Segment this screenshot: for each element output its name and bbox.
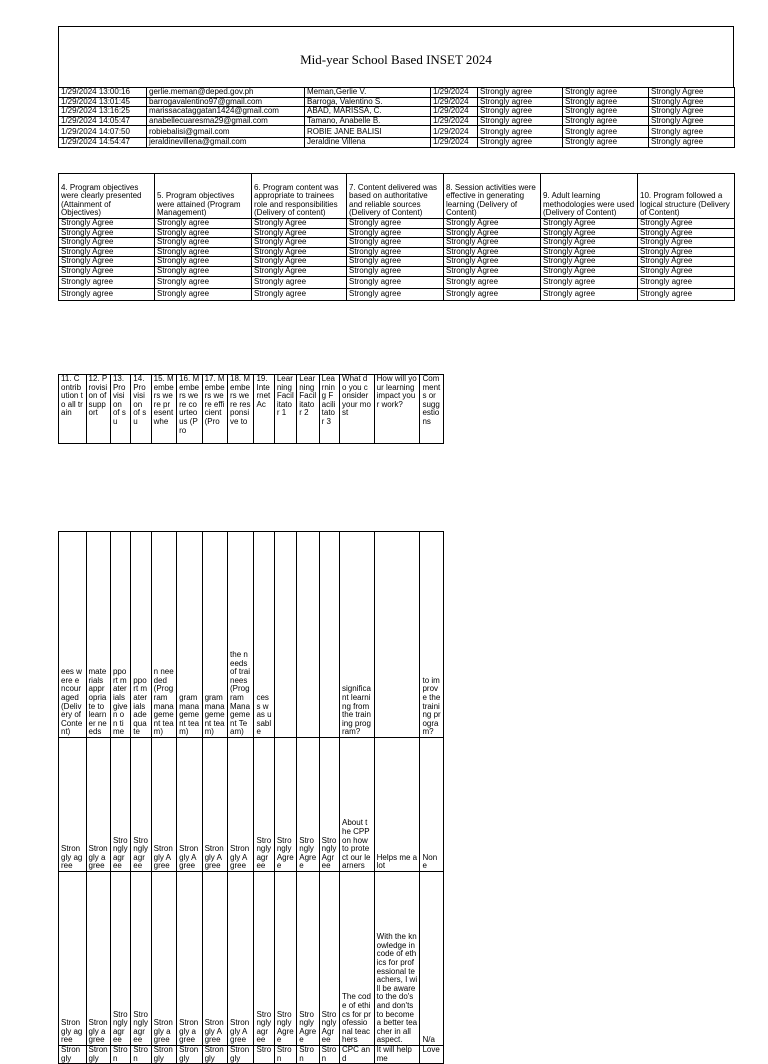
table-cell: ABAD, MARISSA, C. <box>305 107 431 117</box>
table-cell: 6. Program content was appropriate to trainees role and responsibilities (Delivery of content) <box>252 174 347 219</box>
table-cell: Strongly <box>228 1046 254 1064</box>
table-cell: What do you consider your most <box>340 375 375 444</box>
table-cell: Strongly Agree <box>541 247 638 257</box>
table-cell: significant learning from the training program? <box>340 532 375 738</box>
table-cell: Strongly Agree <box>297 872 319 1046</box>
table-cell: Comments or suggestions <box>420 375 444 444</box>
table-cell: Strongly Agree <box>541 257 638 267</box>
table-cell: Tamano, Anabelle B. <box>305 116 431 126</box>
table-cell <box>297 532 319 738</box>
table-cell: Strongly Agree <box>59 247 155 257</box>
table-row <box>59 266 735 276</box>
table-cell: Strongly Agree <box>274 872 296 1046</box>
table-cell: n needed (Program management team) <box>151 532 176 738</box>
table-cell: Strongly Agree <box>638 247 735 257</box>
table-cell: Strongly agree <box>563 138 649 148</box>
table-row <box>59 219 735 229</box>
table-cell: marissacataggatan1424@gmail.com <box>147 107 305 117</box>
table-cell: Strongly agree <box>563 88 649 98</box>
table-cell: Strongly agree <box>254 738 274 872</box>
table-cell: materials appropriate to learner needs <box>86 532 110 738</box>
table-cell: cess was usable <box>254 532 274 738</box>
table-cell: Strongly agree <box>563 126 649 138</box>
table-cell: Strongly Agree <box>541 219 638 229</box>
table-cell: Strongly agree <box>59 738 87 872</box>
table-cell: 19. Internet Ac <box>254 375 274 444</box>
table-cell: gerlie.meman@deped.gov.ph <box>147 88 305 98</box>
table-cell: Strongly agree <box>347 219 444 229</box>
table-cell: Strongly agree <box>347 257 444 267</box>
table-cell: Strongly agree <box>59 872 87 1046</box>
table-cell: Strongly Agree <box>59 219 155 229</box>
table-row <box>59 138 735 148</box>
table-cell: Strongly agree <box>478 116 563 126</box>
table-cell: robiebalisi@gmail.com <box>147 126 305 138</box>
table-cell: The code of ethics for professional teachers <box>340 872 375 1046</box>
table-cell: 1/29/2024 <box>431 97 478 107</box>
table-cell: Strongly agree <box>86 738 110 872</box>
table-cell: 16. Members were courteous (Pro <box>177 375 202 444</box>
table-row <box>59 88 735 98</box>
table-cell: It will help me <box>374 1046 420 1064</box>
document-title-box <box>58 26 734 87</box>
table-header-row <box>59 174 735 219</box>
table-cell: Strongly Agree <box>541 266 638 276</box>
table-cell: 15. Members were present whe <box>151 375 176 444</box>
table-row <box>59 247 735 257</box>
table-cell: Strongly Agree <box>638 257 735 267</box>
table-cell: Strongly Agree <box>319 872 339 1046</box>
table-cell <box>274 532 296 738</box>
table-cell: gram management team) <box>177 532 202 738</box>
table-cell: Stron <box>274 1046 296 1064</box>
table-cell: Strongly Agree <box>444 238 541 248</box>
table-cell: Strongly agree <box>541 288 638 300</box>
table-cell: Strongly agree <box>478 107 563 117</box>
table-cell: Strongly agree <box>347 266 444 276</box>
table-cell: Strongly <box>151 1046 176 1064</box>
table-cell: 1/29/2024 13:01:45 <box>59 97 147 107</box>
table-cell: Strongly agree <box>347 276 444 288</box>
table-cell: 1/29/2024 13:00:16 <box>59 88 147 98</box>
table-cell: Strongly agree <box>110 872 130 1046</box>
table-cell: Strongly agree <box>478 88 563 98</box>
table-cell: Strongly Agree <box>202 738 227 872</box>
table-cell: 10. Program followed a logical structure (Delivery of Content) <box>638 174 735 219</box>
table-row <box>59 116 735 126</box>
table-cell: 8. Session activities were effective in generating learning (Delivery of Content) <box>444 174 541 219</box>
table-cell: ees were encouraged (Delivery of Content) <box>59 532 87 738</box>
table-cell: Strongly Agree <box>541 228 638 238</box>
table-cell: Strongly agree <box>638 288 735 300</box>
table-cell: Strongly Agree <box>274 738 296 872</box>
table-cell: 1/29/2024 14:05:47 <box>59 116 147 126</box>
table-cell: Strongly agree <box>155 276 252 288</box>
table-cell: Strongly agree <box>59 288 155 300</box>
table-cell: Strongly agree <box>649 126 735 138</box>
table-row <box>59 738 444 872</box>
table-cell: anabellecuaresma29@gmail.com <box>147 116 305 126</box>
table-header-row <box>59 375 444 444</box>
table-cell: Strongly agree <box>131 738 151 872</box>
table-cell: Learning Facilitator 2 <box>297 375 319 444</box>
table-cell: Strongly Agree <box>228 872 254 1046</box>
table-cell: 14. Provision of su <box>131 375 151 444</box>
table-cell: Strongly agree <box>347 247 444 257</box>
table-cell: Strongly <box>202 1046 227 1064</box>
table-cell: Stron <box>110 1046 130 1064</box>
table-row <box>59 107 735 117</box>
table-cell: 18. Members were responsive to <box>228 375 254 444</box>
table-cell: Strongly agree <box>155 228 252 238</box>
table-cell: 4. Program objectives were clearly presented (Attainment of Objectives) <box>59 174 155 219</box>
table-cell: Strongly agree <box>444 288 541 300</box>
table-cell: Strongly Agree <box>59 266 155 276</box>
table-cell: 1/29/2024 13:16:25 <box>59 107 147 117</box>
table-cell: the needs of trainees (Program Management Team) <box>228 532 254 738</box>
table-cell: Strongly Agree <box>151 738 176 872</box>
table-cell: Love <box>420 1046 444 1064</box>
table-cell: Strongly Agree <box>638 219 735 229</box>
table-cell: 13. Provision of su <box>110 375 130 444</box>
table-cell: Strongly agree <box>347 238 444 248</box>
table-cell: Strongly Agree <box>252 266 347 276</box>
table-header-row <box>59 532 444 738</box>
table-cell: Strongly Agree <box>649 97 735 107</box>
table-cell: Strongly Agree <box>649 116 735 126</box>
table-cell: Strongly Agree <box>297 738 319 872</box>
table-cell: Strongly Agree <box>59 257 155 267</box>
table-row <box>59 97 735 107</box>
table-cell: None <box>420 738 444 872</box>
table-cell: 1/29/2024 14:07:50 <box>59 126 147 138</box>
table-cell: 5. Program objectives were attained (Program Management) <box>155 174 252 219</box>
table-cell: Strongly agree <box>563 97 649 107</box>
table-cell: 1/29/2024 <box>431 138 478 148</box>
table-cell: Strongly agree <box>110 738 130 872</box>
table-cell: Strongly agree <box>478 126 563 138</box>
table-cell: 1/29/2024 <box>431 88 478 98</box>
table-row <box>59 238 735 248</box>
table-cell: Strongly <box>86 1046 110 1064</box>
table-cell: Strongly agree <box>649 138 735 148</box>
ratings-table-3 <box>58 531 444 1064</box>
table-cell: Strongly Agree <box>444 266 541 276</box>
table-cell: Strongly agree <box>347 228 444 238</box>
table-cell: Strongly agree <box>638 276 735 288</box>
table-cell: 1/29/2024 14:54:47 <box>59 138 147 148</box>
table-cell: Strongly Agree <box>638 266 735 276</box>
table-cell <box>319 532 339 738</box>
table-cell: Learning Facilitator 3 <box>319 375 339 444</box>
table-cell: 1/29/2024 <box>431 126 478 138</box>
table-cell: Strongly Agree <box>202 872 227 1046</box>
table-cell: Strongly <box>177 1046 202 1064</box>
table-cell: Strongly Agree <box>649 107 735 117</box>
table-cell: 12. Provision of support <box>86 375 110 444</box>
table-cell: 7. Content delivered was based on authoritative and reliable sources (Delivery of Content) <box>347 174 444 219</box>
table-cell: Strongly <box>59 1046 87 1064</box>
table-cell: Strongly agree <box>444 276 541 288</box>
table-cell: Strongly agree <box>252 288 347 300</box>
table-row <box>59 276 735 288</box>
table-cell: Strongly Agree <box>649 88 735 98</box>
table-cell: Strongly Agree <box>252 257 347 267</box>
table-cell: Strongly Agree <box>541 238 638 248</box>
table-cell: Strongly Agree <box>638 228 735 238</box>
document-title: Mid-year School Based INSET 2024 <box>300 52 492 67</box>
table-cell: Stron <box>319 1046 339 1064</box>
table-cell: 9. Adult learning methodologies were used (Delivery of Content) <box>541 174 638 219</box>
respondents-table <box>58 87 735 148</box>
table-cell: pport materials given on time <box>110 532 130 738</box>
table-row <box>59 288 735 300</box>
table-cell: Strongly Agree <box>444 228 541 238</box>
table-cell: Strongly agree <box>86 872 110 1046</box>
table-cell: Strongly agree <box>563 116 649 126</box>
table-row <box>59 228 735 238</box>
table-cell: Stro <box>254 1046 274 1064</box>
table-cell: Learning Facilitator 1 <box>274 375 296 444</box>
table-cell: Strongly agree <box>155 238 252 248</box>
table-cell: Meman,Gerlie V. <box>305 88 431 98</box>
ratings-table-1 <box>58 173 735 301</box>
table-cell: Strongly agree <box>541 276 638 288</box>
table-cell: Stron <box>297 1046 319 1064</box>
table-cell: Strongly Agree <box>319 738 339 872</box>
table-cell: Strongly agree <box>478 138 563 148</box>
table-cell: Strongly Agree <box>444 247 541 257</box>
table-cell: Strongly agree <box>155 288 252 300</box>
table-cell: gram management team) <box>202 532 227 738</box>
table-cell: Strongly Agree <box>444 257 541 267</box>
table-cell: Jeraldine Villena <box>305 138 431 148</box>
table-row <box>59 257 735 267</box>
table-cell: Strongly Agree <box>252 247 347 257</box>
table-cell: Strongly Agree <box>252 228 347 238</box>
table-cell: 1/29/2024 <box>431 107 478 117</box>
table-cell: Strongly agree <box>254 872 274 1046</box>
table-cell: With the knowledge in code of ethics for professional teachers, I will be aware to the do's and don'ts to become a better teacher in all aspect. <box>374 872 420 1046</box>
table-cell: Strongly Agree <box>252 219 347 229</box>
table-cell: Strongly agree <box>155 266 252 276</box>
table-cell: Strongly agree <box>131 872 151 1046</box>
table-cell: 17. Members were efficient (Pro <box>202 375 227 444</box>
table-cell: ROBIE JANE BALISI <box>305 126 431 138</box>
table-cell: Strongly agree <box>155 247 252 257</box>
table-cell: Helps me a lot <box>374 738 420 872</box>
table-cell: Strongly agree <box>59 276 155 288</box>
table-cell: Strongly agree <box>252 276 347 288</box>
table-cell <box>374 532 420 738</box>
table-cell: Strongly agree <box>478 97 563 107</box>
table-cell: Strongly agree <box>347 288 444 300</box>
ratings-table-2-header <box>58 374 444 444</box>
table-cell: to improve the training program? <box>420 532 444 738</box>
table-cell: Strongly agree <box>155 219 252 229</box>
table-cell: Strongly agree <box>177 872 202 1046</box>
table-row <box>59 1046 444 1064</box>
table-cell: N/a <box>420 872 444 1046</box>
table-cell: Strongly Agree <box>228 738 254 872</box>
table-cell: Strongly Agree <box>59 228 155 238</box>
table-cell: Strongly Agree <box>252 238 347 248</box>
table-cell: Strongly agree <box>155 257 252 267</box>
table-cell: Strongly Agree <box>59 238 155 248</box>
table-cell: Stron <box>131 1046 151 1064</box>
table-cell: Barroga, Valentino S. <box>305 97 431 107</box>
table-cell: Strongly agree <box>563 107 649 117</box>
table-cell: 11. Contribution to all train <box>59 375 87 444</box>
table-cell: Strongly Agree <box>638 238 735 248</box>
table-cell: About the CPP on how to protect our learners <box>340 738 375 872</box>
table-cell: CPC and <box>340 1046 375 1064</box>
table-cell: How will your learning impact your work? <box>374 375 420 444</box>
table-cell: Strongly agree <box>151 872 176 1046</box>
table-cell: pport materials adequate <box>131 532 151 738</box>
table-row <box>59 126 735 138</box>
table-cell: 1/29/2024 <box>431 116 478 126</box>
table-row <box>59 872 444 1046</box>
table-cell: Strongly Agree <box>177 738 202 872</box>
table-cell: Strongly Agree <box>444 219 541 229</box>
table-cell: jeraldinevillena@gmail.com <box>147 138 305 148</box>
table-cell: barrogavalentino97@gmail.com <box>147 97 305 107</box>
